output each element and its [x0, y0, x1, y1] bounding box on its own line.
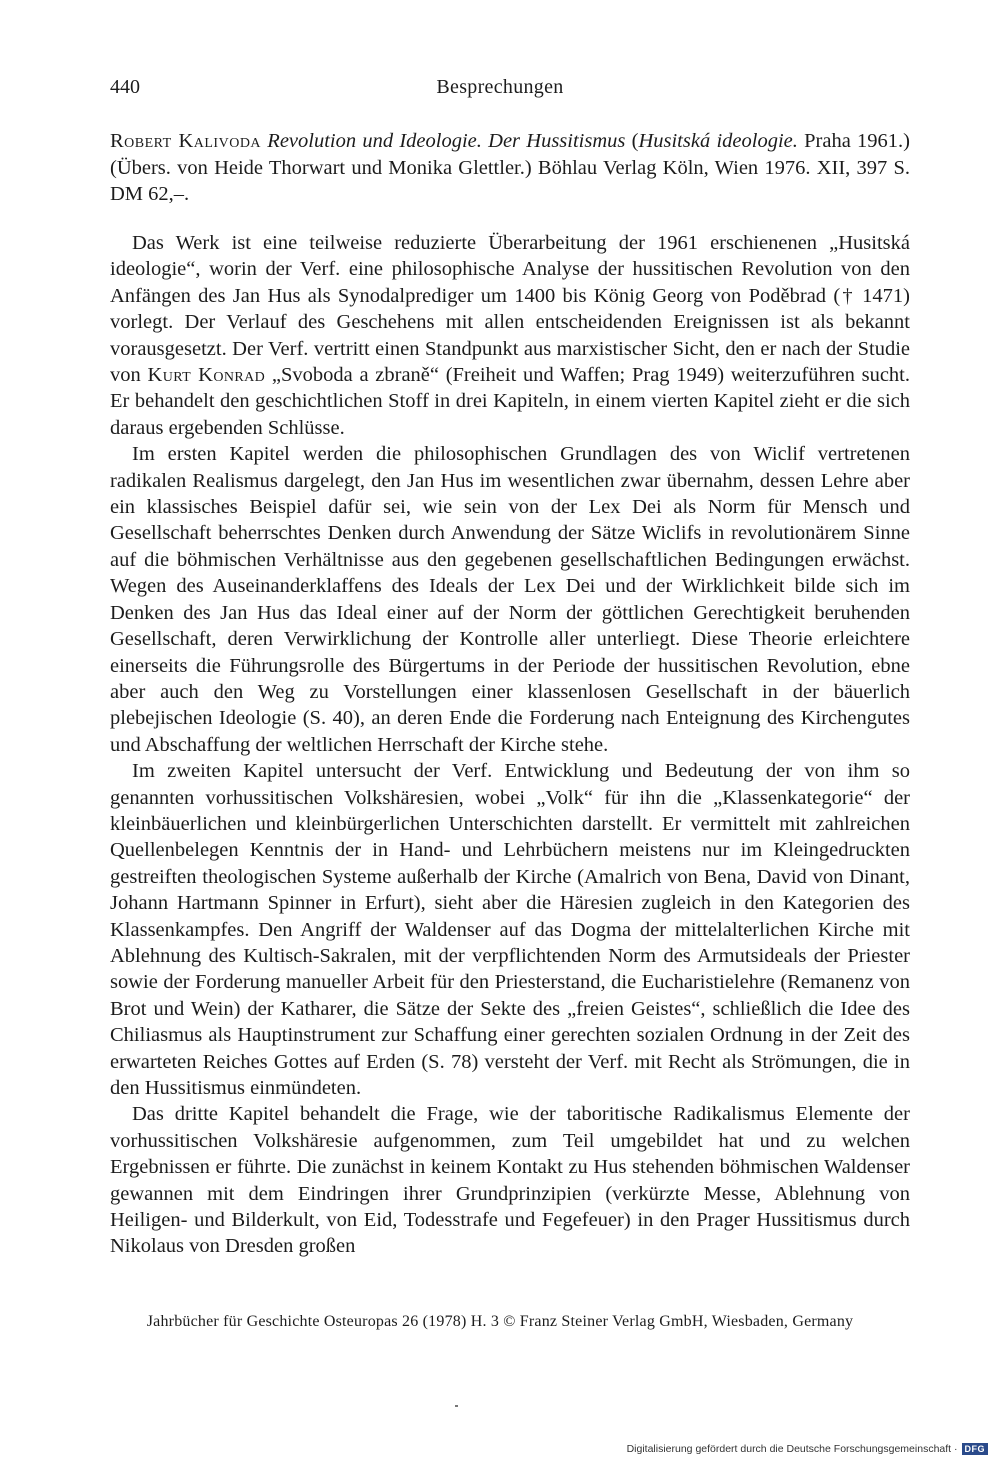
book-title: Revolution und Ideologie. Der Hussitismus [267, 130, 626, 152]
paragraph-2: Im ersten Kapitel werden die philosophischen Grundlagen des von Wiclif vertretenen radikalen Realismus dargelegt, den Jan Hus im wesentlichen zwar übernahm, dessen Lehre aber ein klassisches Beispiel dafür sei, wie sein von der Lex Dei als Norm für Mensch und Gesellschaft beherrschtes Denken durch Anwendung der Sätze Wiclifs in revolutionärem Sinne auf die böhmischen Verhältnisse aus den gegebenen gesellschaftlichen Bedingungen erwächst. Wegen des Auseinanderklaffens des Ideals der Lex Dei und der Wirklichkeit bilde sich im Denken des Jan Hus das Ideal einer auf der Norm der göttlichen Gerechtigkeit beruhenden Gesellschaft, deren Verwirklichung der Kontrolle aller unterliegt. Diese Theorie erleichtere einerseits die Führungsrolle des Bürgertums in der Periode der hussitischen Revolution, ebne aber auch den Weg zu Vorstellungen einer klassenlosen Gesellschaft in der bäuerlich plebejischen Ideologie (S. 40), an deren Ende die Forderung nach Enteignung des Kirchengutes und Abschaffung der weltlichen Herrschaft der Kirche stehe. [110, 443, 910, 756]
funding-note [627, 1443, 988, 1455]
page-number: 440 [110, 76, 140, 98]
funding-text: Digitalisierung gefördert durch die Deutsche Forschungsgemeinschaft · [626, 1443, 958, 1455]
paragraph-1 [110, 230, 910, 441]
dfg-logo: DFG [962, 1443, 989, 1455]
paren-open: ( [625, 130, 639, 152]
paragraph-1-text-a: Das Werk ist eine teilweise reduzierte Überarbeitung der 1961 erschienenen „Husitská ideologie“, worin der Verf. eine philosophische Analyse der hussitischen Revolution von den Anfängen des Jan Hus als Synodalprediger um 1400 bis König Georg von Poděbrad († 1471) vorlegt. Der Verlauf des Geschehens mit allen entscheidenden Ereignissen ist als bekannt vorausgesetzt. Der Verf. vertritt einen Standpunkt aus marxistischer Sicht, den er nach der Studie von [110, 232, 910, 387]
paragraph-3: Im zweiten Kapitel untersucht der Verf. Entwicklung und Bedeutung der von ihm so genannten vorhussitischen Volkshäresien, wobei „Volk“ für ihn die „Klassenkategorie“ der kleinbäuerlichen und kleinbürgerlichen Unterschichten darstellt. Er vermittelt mit zahlreichen Quellenbelegen Kenntnis der in Hand- und Lehrbüchern meistens nur im Kleingedruckten gestreiften theologischen Systeme außerhalb der Kirche (Amalrich von Bena, David von Dinant, Johann Hartmann Spinner in Erfurt), sieht aber die Häresien zugleich in den Kategorien des Klassenkampfes. Den Angriff der Waldenser auf das Dogma der mittelalterlichen Kirche mit Ablehnung des Kultisch-Sakralen, mit der verpflichtenden Norm des Armutsideals der Priester sowie der Forderung manueller Arbeit für den Priesterstand, die Eucharistielehre (Remanenz von Brot und Wein) der Katharer, die Sätze der Sekte des „freien Geistes“, schließlich die Idee des Chiliasmus als Hauptinstrument zur Schaffung einer gerechten sozialen Ordnung in der Zeit des erwarteten Reiches Gottes auf Erden (S. 78) versteht der Verf. mit Recht als Strömungen, die in den Hussitismus einmündeten. [110, 760, 910, 1099]
journal-citation: Jahrbücher für Geschichte Osteuropas 26 (1978) H. 3 © Franz Steiner Verlag GmbH, Wiesbaden, Germany [146, 1313, 854, 1330]
cited-author: Kurt Konrad [147, 364, 266, 387]
review-author: Robert Kalivoda [110, 130, 262, 152]
review-body [110, 230, 910, 1260]
paragraph-1-text-b: „Svoboda a zbraně“ (Freiheit und Waffen; Prag 1949) weiterzuführen sucht. Er behandelt den geschichtlichen Stoff in drei Kapiteln, in einem vierten Kapitel zieht er die sich daraus ergebenden Schlüsse. [110, 364, 911, 439]
running-title: Besprechungen [436, 76, 564, 98]
original-title: Husitská ideologie. [638, 130, 798, 152]
publication-details: Praha 1961.) (Übers. von Heide Thorwart und Monika Glettler.) Böhlau Verlag Köln, Wien 1976. XII, 397 S. DM 62,–. [110, 130, 910, 205]
review-bibliography [110, 128, 910, 208]
scan-dot [455, 1405, 458, 1407]
paragraph-4: Das dritte Kapitel behandelt die Frage, wie der taboritische Radikalismus Elemente der vorhussitischen Volkshäresie aufgenommen, zum Teil umgebildet hat und zu welchen Ergebnissen er führte. Die zunächst in keinem Kontakt zu Hus stehenden böhmischen Waldenser gewannen mit dem Eindringen ihrer Grundprinzipien (verkürzte Messe, Ablehnung von Heiligen- und Bilderkult, von Eid, Todesstrafe und Fegefeuer) in den Prager Hussitismus durch Nikolaus von Dresden großen [110, 1103, 910, 1258]
